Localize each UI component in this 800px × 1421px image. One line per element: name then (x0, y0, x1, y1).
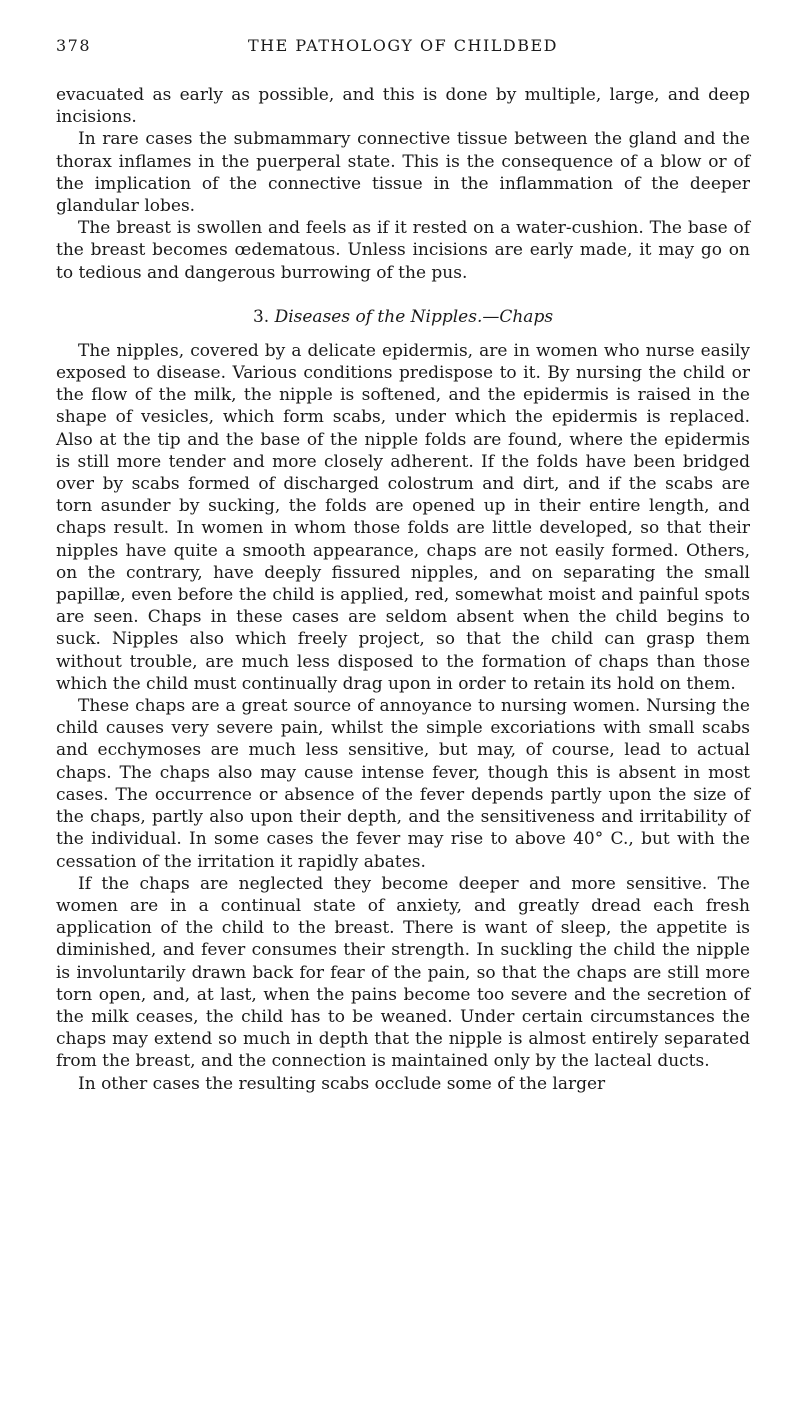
paragraph: These chaps are a great source of annoyance to nursing women. Nursing the child causes very severe pain, whilst the simple excoriations with small scabs and ecchymoses are much less sensitive, but may, of course, lead to actual chaps. The chaps also may cause intense fever, though this is absent in most cases. The occurrence or absence of the fever depends partly upon the size of the chaps, partly also upon their depth, and the sensitiveness and irritability of the individual. In some cases the fever may rise to above 40° C., but with the cessation of the irritation it rapidly abates. (56, 696, 750, 872)
paragraph: In rare cases the submammary connective tissue between the gland and the thorax inflames in the puerperal state. This is the consequence of a blow or of the implication of the connective tissue in the inflammation of the deeper glandular lobes. (56, 129, 750, 217)
paragraph: If the chaps are neglected they become deeper and more sensitive. The women are in a continual state of anxiety, and greatly dread each fresh application of the child to the breast. There is want of sleep, the appetite is diminished, and fever consumes their strength. In suckling the child the nipple is involuntarily drawn back for fear of the pain, so that the chaps are still more torn open, and, at last, when the pains become too severe and the secretion of the milk ceases, the child has to be weaned. Under certain circumstances the chaps may extend so much in depth that the nipple is almost entirely separated from the breast, and the connection is maintained only by the lacteal ducts. (56, 873, 750, 1072)
section-heading (56, 306, 750, 328)
running-head (56, 36, 750, 60)
paragraph: The breast is swollen and feels as if it rested on a water-cushion. The base of the breast becomes œdematous. Unless incisions are early made, it may go on to tedious and dangerous burrowing of the pus. (56, 218, 750, 283)
paragraph: The nipples, covered by a delicate epidermis, are in women who nurse easily exposed to disease. Various conditions predispose to it. By nursing the child or the flow of the milk, the nipple is softened, and the epidermis is raised in the shape of vesicles, which form scabs, under which the epidermis is replaced. Also at the tip and the base of the nipple folds are found, where the epidermis is still more tender and more closely adherent. If the folds have been bridged over by scabs formed of discharged colostrum and dirt, and if the scabs are torn asunder by sucking, the folds are opened up in their entire length, and chaps result. In women in whom those folds are little developed, so that their nipples have quite a smooth appearance, chaps are not easily formed. Others, on the contrary, have deeply fissured nipples, and on separating the small papillæ, even before the child is applied, red, somewhat moist and painful spots are seen. Chaps in these cases are seldom absent when the child begins to suck. Nipples also which freely project, so that the child can grasp them without trouble, are much less disposed to the formation of chaps than those which the child must continually drag upon in order to retain its hold on them. (56, 340, 750, 694)
page-number: 378 (56, 36, 92, 55)
paragraph: In other cases the resulting scabs occlude some of the larger (78, 1073, 606, 1094)
running-title: THE PATHOLOGY OF CHILDBED (247, 36, 559, 55)
paragraph-continued: evacuated as early as possible, and this is done by multiple, large, and deep incisions. (56, 85, 750, 128)
body-text (56, 84, 750, 1095)
section-title: Diseases of the Nipples.—Chaps (274, 306, 554, 327)
section-number: 3. (252, 306, 270, 327)
